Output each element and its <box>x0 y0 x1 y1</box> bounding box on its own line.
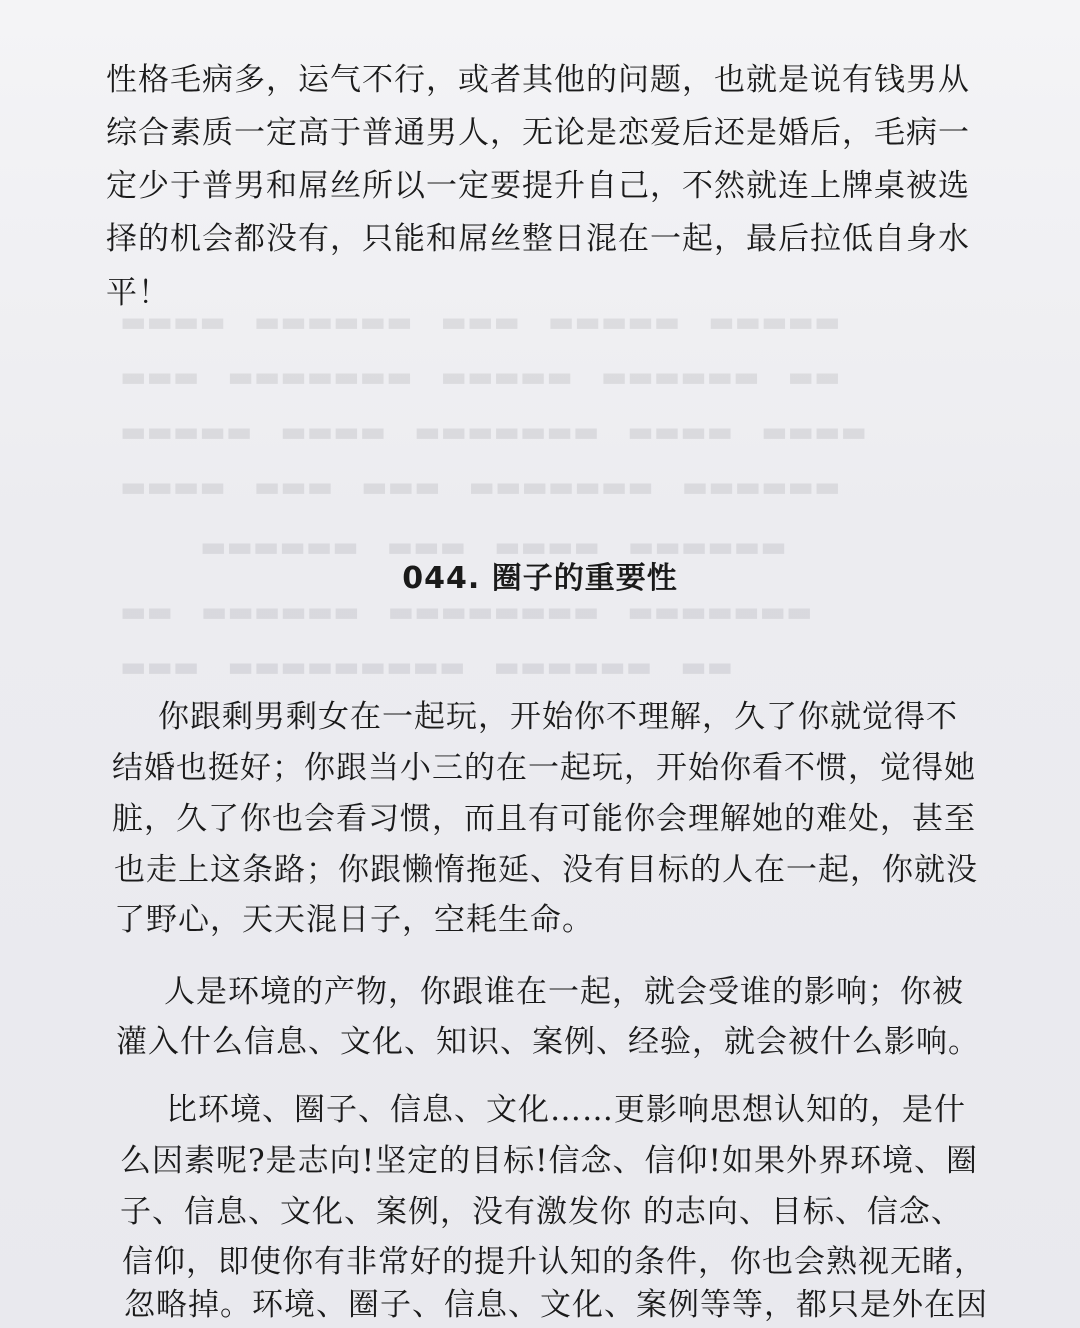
text-line: 定少于普男和屌丝所以一定要提升自己，不然就连上牌桌被选 <box>106 168 970 204</box>
text-line: 灌入什么信息、文化、知识、案例、经验，就会被什么影响。 <box>116 1024 980 1060</box>
text-line: 人是环境的产物，你跟谁在一起，就会受谁的影响；你被 <box>164 974 964 1010</box>
text-line: 性格毛病多，运气不行，或者其他的问题，也就是说有钱男从 <box>106 62 970 98</box>
text-line: 比环境、圈子、信息、文化……更影响思想认知的，是什 <box>166 1092 966 1128</box>
show-through-texture: ▬▬ ▬▬▬▬▬▬ ▬▬▬▬▬▬▬▬ ▬▬▬▬▬▬▬ <box>120 595 813 628</box>
text-line: 脏，久了你也会看习惯，而且有可能你会理解她的难处，甚至 <box>112 801 976 837</box>
show-through-texture: ▬▬▬▬▬▬ ▬▬▬ ▬▬▬▬ ▬▬▬▬▬▬ <box>200 530 787 563</box>
text-line: 子、信息、文化、案例，没有激发你 的志向、目标、信念、 <box>120 1194 963 1230</box>
text-line: 综合素质一定高于普通男人，无论是恋爱后还是婚后，毛病一 <box>106 115 970 151</box>
text-line: 也走上这条路；你跟懒惰拖延、没有目标的人在一起，你就没 <box>114 852 978 888</box>
text-line: 忽略掉。环境、圈子、信息、文化、案例等等，都只是外在因 <box>124 1287 988 1323</box>
show-through-texture: ▬▬▬▬ ▬▬▬ ▬▬▬ ▬▬▬▬▬▬▬ ▬▬▬▬▬▬ <box>120 470 841 503</box>
text-line: 了野心，天天混日子，空耗生命。 <box>114 902 594 938</box>
show-through-texture: ▬▬▬ ▬▬▬▬▬▬▬▬▬ ▬▬▬▬▬▬ ▬▬ <box>120 650 734 683</box>
text-line: 你跟剩男剩女在一起玩，开始你不理解，久了你就觉得不 <box>158 699 958 735</box>
section-heading: 044. 圈子的重要性 <box>402 561 678 596</box>
show-through-texture: ▬▬▬ ▬▬▬▬▬▬▬ ▬▬▬▬▬ ▬▬▬▬▬▬ ▬▬ <box>120 360 841 393</box>
text-line: 信仰，即使你有非常好的提升认知的条件，你也会熟视无睹， <box>122 1244 986 1280</box>
show-through-texture: ▬▬▬▬▬ ▬▬▬▬ ▬▬▬▬▬▬▬ ▬▬▬▬ ▬▬▬▬ <box>120 415 867 448</box>
text-line: 平！ <box>106 275 170 311</box>
show-through-texture: ▬▬▬▬ ▬▬▬▬▬▬ ▬▬▬ ▬▬▬▬▬ ▬▬▬▬▬ <box>120 305 841 338</box>
text-line: 结婚也挺好；你跟当小三的在一起玩，开始你看不惯，觉得她 <box>112 750 976 786</box>
text-line: 择的机会都没有，只能和屌丝整日混在一起，最后拉低自身水 <box>106 221 970 257</box>
text-line: 么因素呢?是志向!坚定的目标!信念、信仰!如果外界环境、圈 <box>120 1143 978 1179</box>
